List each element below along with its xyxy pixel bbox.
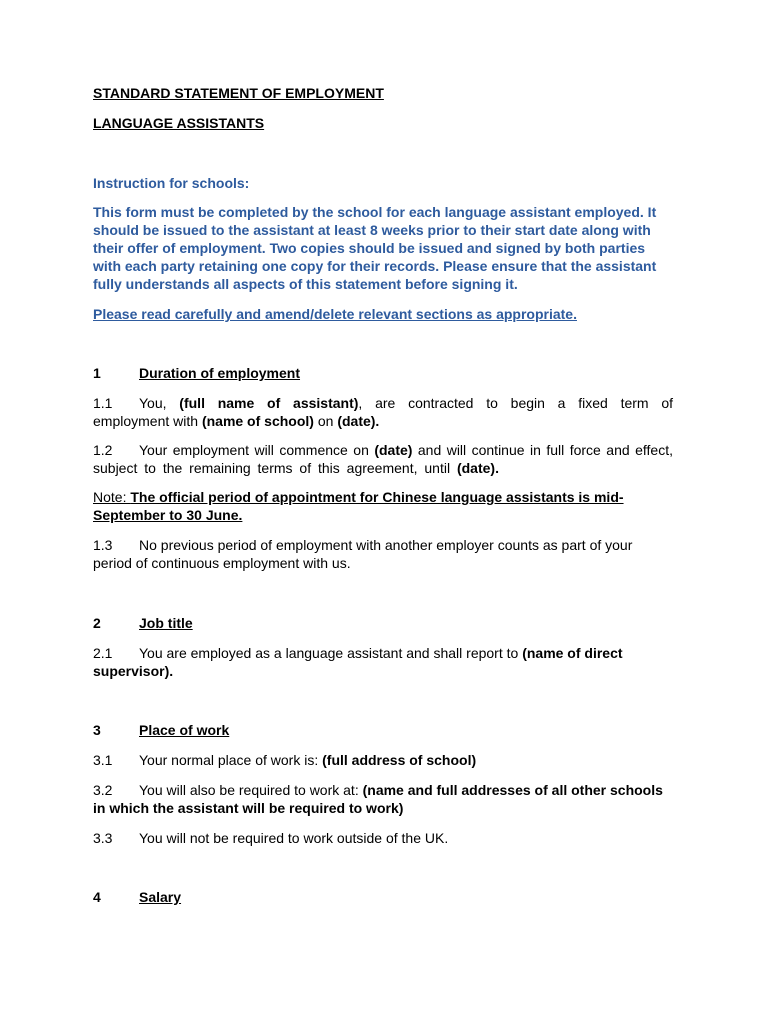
clause-line: in which the assistant will be required to work) (93, 800, 404, 816)
note-line (93, 488, 673, 506)
placeholder-school-address: (full address of school) (322, 752, 477, 768)
placeholder-date: (date). (337, 413, 380, 429)
section-3-heading (93, 721, 673, 739)
note-label: Note: (93, 489, 131, 505)
instructions-line: with each party retaining one copy for their records. Please ensure that the assistant (93, 258, 657, 274)
instructions-line: fully understands all aspects of this statement before signing it. (93, 276, 518, 292)
clause-3-2 (93, 781, 673, 817)
note-chinese-assistants (93, 488, 673, 524)
clause-text: Your employment will commence on (139, 442, 375, 458)
clause-text: You will also be required to work at: (139, 782, 363, 798)
clause-3-1 (93, 751, 673, 769)
instructions-note: Please read carefully and amend/delete relevant sections as appropriate. (93, 306, 577, 322)
clause-text: You will not be required to work outside of the UK. (139, 830, 449, 846)
clause-number: 3.3 (93, 830, 113, 846)
instructions-body (93, 203, 673, 293)
note-text: The official period of appointment for Chinese language assistants is mid- (130, 489, 624, 505)
instructions-line: should be issued to the assistant at least 8 weeks prior to their start date along with (93, 222, 651, 238)
clause-text: You, (139, 395, 180, 411)
clause-line (93, 394, 673, 412)
document-title: STANDARD STATEMENT OF EMPLOYMENT (93, 85, 384, 101)
clause-line: supervisor). (93, 663, 174, 679)
placeholder-full-name: (full name of assistant) (179, 395, 359, 411)
clause-1-1 (93, 394, 673, 430)
clause-line (93, 441, 673, 459)
clause-text: No previous period of employment with another employer counts as part of your (139, 537, 633, 553)
clause-line (93, 459, 673, 477)
clause-line (93, 751, 673, 769)
section-1-heading (93, 364, 673, 382)
instructions-line: This form must be completed by the school for each language assistant employed. It (93, 204, 657, 220)
placeholder-other-schools: (name and full addresses of all other schools (362, 782, 663, 798)
section-number: 2 (93, 615, 101, 631)
clause-3-3 (93, 829, 673, 847)
clause-line (93, 829, 673, 847)
section-number: 1 (93, 365, 101, 381)
clause-text: You are employed as a language assistant and shall report to (139, 645, 523, 661)
clause-1-3 (93, 536, 673, 572)
clause-2-1 (93, 644, 673, 680)
document-subtitle: LANGUAGE ASSISTANTS (93, 115, 265, 131)
placeholder-school-name: (name of school) (201, 413, 314, 429)
instructions-heading: Instruction for schools: (93, 175, 250, 191)
clause-line (93, 536, 673, 554)
clause-line (93, 412, 673, 430)
placeholder-supervisor: (name of direct (522, 645, 623, 661)
placeholder-date: (date) (374, 442, 413, 458)
clause-line: period of continuous employment with us. (93, 555, 351, 571)
instructions-line: their offer of employment. Two copies should be issued and signed by both parties (93, 240, 646, 256)
clause-text: subject to the remaining terms of this agreement, until (93, 460, 457, 476)
clause-number: 1.2 (93, 442, 113, 458)
section-number: 3 (93, 722, 101, 738)
clause-text: on (313, 413, 338, 429)
section-title: Salary (139, 889, 182, 905)
clause-1-2 (93, 441, 673, 477)
placeholder-date: (date). (456, 460, 499, 476)
section-4-heading (93, 888, 673, 906)
clause-number: 1.3 (93, 537, 113, 553)
clause-number: 3.2 (93, 782, 113, 798)
clause-text: employment with (93, 413, 202, 429)
clause-number: 3.1 (93, 752, 113, 768)
section-title: Job title (139, 615, 193, 631)
section-2-heading (93, 614, 673, 632)
clause-text: , are contracted to begin a fixed term of (358, 395, 674, 411)
section-number: 4 (93, 889, 101, 905)
clause-line (93, 644, 673, 662)
section-title: Duration of employment (139, 365, 301, 381)
clause-text: Your normal place of work is: (139, 752, 323, 768)
clause-number: 2.1 (93, 645, 113, 661)
clause-line (93, 781, 673, 799)
clause-number: 1.1 (93, 395, 113, 411)
note-line: September to 30 June. (93, 507, 243, 523)
section-title: Place of work (139, 722, 230, 738)
clause-text: and will continue in full force and effect, (412, 442, 673, 458)
